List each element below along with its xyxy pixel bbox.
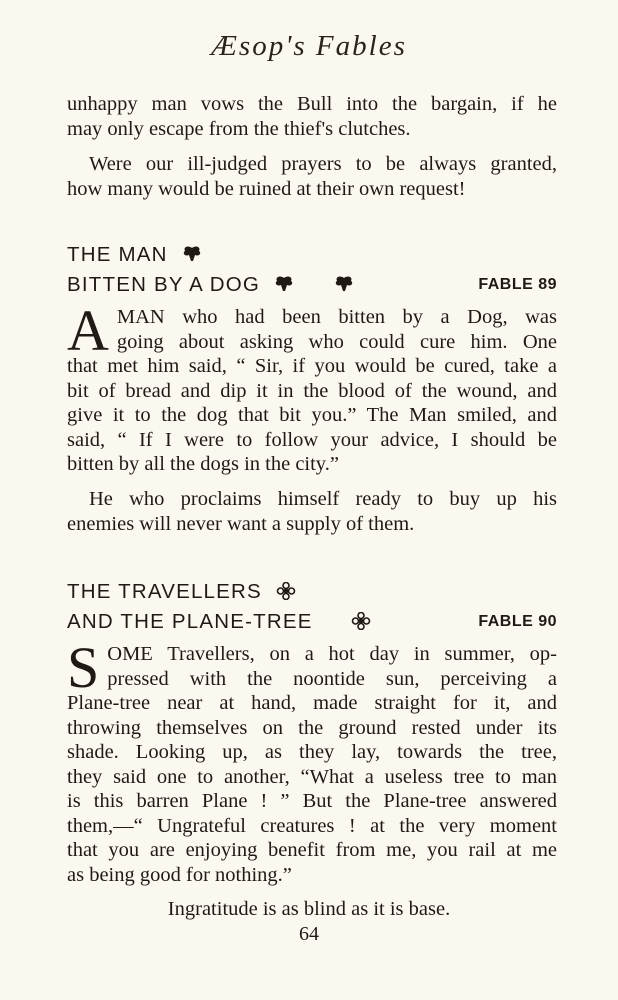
flower-ornament-icon [276, 579, 296, 597]
page-number: 64 [299, 923, 319, 945]
fable-90-heading [67, 577, 557, 637]
fable-90-title-line1 [67, 577, 557, 607]
flower-ornament-icon [351, 609, 371, 627]
leaf-ornament-icon [334, 272, 354, 290]
drop-cap: A [67, 298, 109, 363]
title-text: THE TRAVELLERS [67, 580, 262, 603]
fable-number: FABLE 89 [478, 276, 557, 293]
fable-89-title-line1 [67, 240, 557, 270]
title-text: BITTEN BY A DOG [67, 273, 261, 296]
text-line: is this barren Plane ! ” But the Plane-tree answered [67, 790, 557, 812]
text-line: give it to the dog that bit you.” The Man smiled, and [67, 404, 557, 426]
carryover-paragraph [67, 92, 557, 141]
leaf-ornament-icon [182, 242, 202, 260]
fable-89-heading [67, 240, 557, 300]
text-line: He who proclaims himself ready to buy up his [89, 488, 557, 510]
drop-cap: S [67, 635, 100, 700]
text-line: shade. Looking up, as they lay, towards the tree, [67, 741, 557, 763]
text-line: pressed with the noontide sun, perceiving a [107, 667, 557, 690]
text-line: how many would be ruined at their own request! [67, 177, 466, 200]
running-head: Æsop's Fables [211, 30, 407, 62]
fable-89-moral [67, 487, 557, 536]
text-line: throwing themselves on the ground rested under its [67, 716, 557, 739]
fable-90-moral: Ingratitude is as blind as it is base. [167, 898, 451, 920]
fable-90-body [67, 635, 557, 887]
text-line: said, “ If I were to follow your advice, I should be [67, 428, 557, 451]
text-line: bitten by all the dogs in the city.” [67, 453, 339, 475]
fable-89-body [67, 298, 557, 477]
text-line: OME Travellers, on a hot day in summer, op- [107, 643, 557, 665]
fable-90-title-line2 [67, 607, 557, 637]
text-line: as being good for nothing.” [67, 863, 292, 886]
text-line: MAN who had been bitten by a Dog, was [116, 306, 557, 328]
text-line: may only escape from the thief's clutches. [67, 117, 411, 140]
title-text: THE MAN [67, 243, 168, 266]
text-line: they said one to another, “What a useless tree to man [67, 765, 557, 788]
fable-number: FABLE 90 [478, 613, 557, 630]
fable-89-title-line2 [67, 270, 557, 300]
text-line: them,—“ Ungrateful creatures ! at the very moment [67, 814, 557, 837]
title-text: AND THE PLANE-TREE [67, 610, 313, 633]
text-line: going about asking who could cure him. One [116, 330, 557, 353]
text-line: unhappy man vows the Bull into the bargain, if he [67, 93, 557, 115]
carryover-moral [67, 152, 557, 201]
text-line: bit of bread and dip it in the blood of the wound, and [67, 379, 557, 402]
text-line: enemies will never want a supply of them. [67, 512, 415, 535]
text-line: that you are enjoying benefit from me, you rail at me [67, 839, 557, 861]
text-line: Were our ill-judged prayers to be always granted, [89, 153, 557, 175]
leaf-ornament-icon [274, 272, 294, 290]
text-line: Plane-tree near at hand, made straight for it, and [67, 692, 557, 714]
text-line: that met him said, “ Sir, if you would be cured, take a [67, 355, 557, 377]
